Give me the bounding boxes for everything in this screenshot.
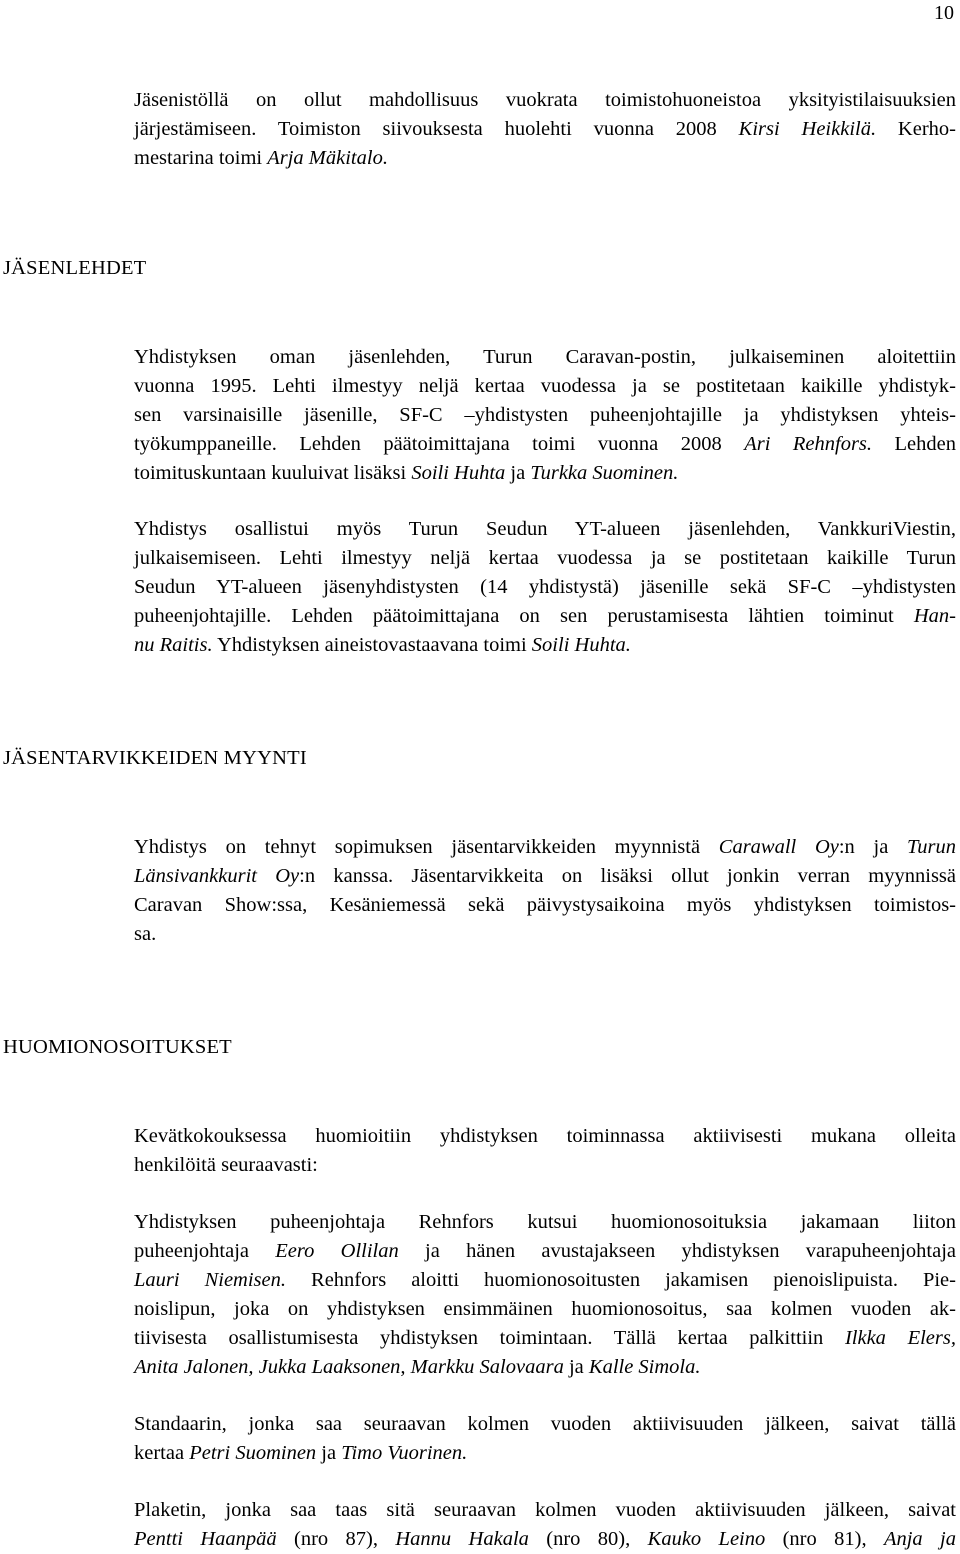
text-line: sa. xyxy=(134,923,157,945)
person-name: Arja Mäkitalo. xyxy=(267,147,388,169)
person-names: Anita Jalonen, Jukka Laaksonen, Markku Salovaara xyxy=(134,1356,564,1378)
text-line: Caravan Show:ssa, Kesäniemessä sekä päivystysaikoina myös yhdistyksen toimistos- xyxy=(134,894,956,916)
section-heading-huomionosoitukset: HUOMIONOSOITUKSET xyxy=(3,1036,232,1058)
text-line: julkaisemiseen. Lehti ilmestyy neljä kertaa vuodessa ja se postitetaan kaikille Turun xyxy=(134,547,956,569)
text-line: Standaarin, jonka saa seuraavan kolmen vuoden aktiivisuuden jälkeen, saivat tällä xyxy=(134,1413,956,1435)
text-line: Yhdistys on tehnyt sopimuksen jäsentarvikkeiden myynnistä Carawall Oy:n ja Turun xyxy=(134,836,956,858)
text-line: Anita Jalonen, Jukka Laaksonen, Markku Salovaara ja Kalle Simola. xyxy=(134,1356,701,1378)
person-name: Hannu Hakala xyxy=(395,1528,529,1550)
person-name: Anja ja xyxy=(883,1528,957,1550)
paragraph-merchandise xyxy=(134,833,956,949)
person-name: Kirsi Heikkilä. xyxy=(738,118,877,140)
text-line: puheenjohtajille. Lehden päätoimittajana on sen perustamisesta lähtien toiminut Han- xyxy=(134,605,956,627)
person-name: Soili Huhta xyxy=(411,462,506,484)
person-name: Ilkka Elers, xyxy=(844,1327,956,1349)
text-line: Yhdistyksen puheenjohtaja Rehnfors kutsui huomionosoituksia jakamaan liiton xyxy=(134,1211,956,1233)
person-name: Pentti Haanpää xyxy=(134,1528,277,1550)
text-line: Pentti Haanpää (nro 87), Hannu Hakala (nro 80), Kauko Leino (nro 81), Anja ja xyxy=(134,1528,957,1550)
paragraph-pennants xyxy=(134,1208,956,1382)
text-line: mestarina toimi Arja Mäkitalo. xyxy=(134,147,388,169)
person-name: Timo Vuorinen. xyxy=(341,1442,468,1464)
text-line: Plaketin, jonka saa taas sitä seuraavan kolmen vuoden aktiivisuuden jälkeen, saivat xyxy=(134,1499,956,1521)
text-line: kertaa Petri Suominen ja Timo Vuorinen. xyxy=(134,1442,468,1464)
text-line: Jäsenistöllä on ollut mahdollisuus vuokrata toimistohuoneistoa yksityistilaisuuksien xyxy=(134,89,956,111)
text-line: vuonna 1995. Lehti ilmestyy neljä kertaa vuodessa ja se postitetaan kaikille yhdistyk- xyxy=(134,375,956,397)
text-line: Yhdistyksen oman jäsenlehden, Turun Caravan-postin, julkaiseminen aloitettiin xyxy=(134,346,956,368)
text-line: sen varsinaisille jäsenille, SF-C –yhdistysten puheenjohtajille ja yhdistyksen yhteis- xyxy=(134,404,956,426)
person-name: Lauri Niemisen. xyxy=(134,1269,287,1291)
paragraph-plaque xyxy=(134,1496,956,1554)
text-line: Kevätkokouksessa huomioitiin yhdistyksen toiminnassa aktiivisesti mukana olleita xyxy=(134,1125,956,1147)
person-name: Turkka Suominen. xyxy=(530,462,679,484)
person-name: Kalle Simola. xyxy=(588,1356,701,1378)
person-name: Han- xyxy=(913,605,956,627)
paragraph-spring-meeting xyxy=(134,1122,956,1180)
person-name: Ari Rehnfors. xyxy=(744,433,873,455)
text-line: järjestämiseen. Toimiston siivouksesta huolehti vuonna 2008 Kirsi Heikkilä. Kerho- xyxy=(134,118,956,140)
text-line: Seudun YT-alueen jäsenyhdistysten (14 yhdistystä) jäsenille sekä SF-C –yhdistysten xyxy=(134,576,956,598)
person-name: Petri Suominen xyxy=(189,1442,317,1464)
text-line: Yhdistys osallistui myös Turun Seudun YT-alueen jäsenlehden, VankkuriViestin, xyxy=(134,518,956,540)
paragraph-office-rental xyxy=(134,86,956,173)
person-name: Soili Huhta. xyxy=(531,634,631,656)
text-line: Lauri Niemisen. Rehnfors aloitti huomionosoitusten jakamisen pienoislipuista. Pie- xyxy=(134,1269,956,1291)
section-heading-jasentarvikkeiden-myynti: JÄSENTARVIKKEIDEN MYYNTI xyxy=(3,747,307,769)
text-line: noislipun, joka on yhdistyksen ensimmäinen huomionosoitus, saa kolmen vuoden ak- xyxy=(134,1298,956,1320)
paragraph-vankkuriviesti xyxy=(134,515,956,660)
page-number: 10 xyxy=(934,2,954,24)
text-line: työkumppaneille. Lehden päätoimittajana toimi vuonna 2008 Ari Rehnfors. Lehden xyxy=(134,433,956,455)
text-line: puheenjohtaja Eero Ollilan ja hänen avustajakseen yhdistyksen varapuheenjohtaja xyxy=(134,1240,956,1262)
person-name: Kauko Leino xyxy=(647,1528,766,1550)
company-name: Turun xyxy=(907,836,956,858)
text-line: toimituskuntaan kuuluivat lisäksi Soili Huhta ja Turkka Suominen. xyxy=(134,462,679,484)
paragraph-member-magazine xyxy=(134,343,956,488)
text-line: tiivisesta osallistumisesta yhdistyksen toimintaan. Tällä kertaa palkittiin Ilkka Elers, xyxy=(134,1327,956,1349)
person-name: nu Raitis. xyxy=(134,634,213,656)
company-name: Länsivankkurit Oy xyxy=(134,865,300,887)
text-line: nu Raitis. Yhdistyksen aineistovastaavana toimi Soili Huhta. xyxy=(134,634,631,656)
paragraph-standard xyxy=(134,1410,956,1468)
person-name: Eero Ollilan xyxy=(275,1240,399,1262)
company-name: Carawall Oy xyxy=(718,836,839,858)
section-heading-jasenlehdet: JÄSENLEHDET xyxy=(3,257,147,279)
text-line: Länsivankkurit Oy:n kanssa. Jäsentarvikkeita on lisäksi ollut jonkin verran myynnissä xyxy=(134,865,956,887)
text-line: henkilöitä seuraavasti: xyxy=(134,1154,318,1176)
